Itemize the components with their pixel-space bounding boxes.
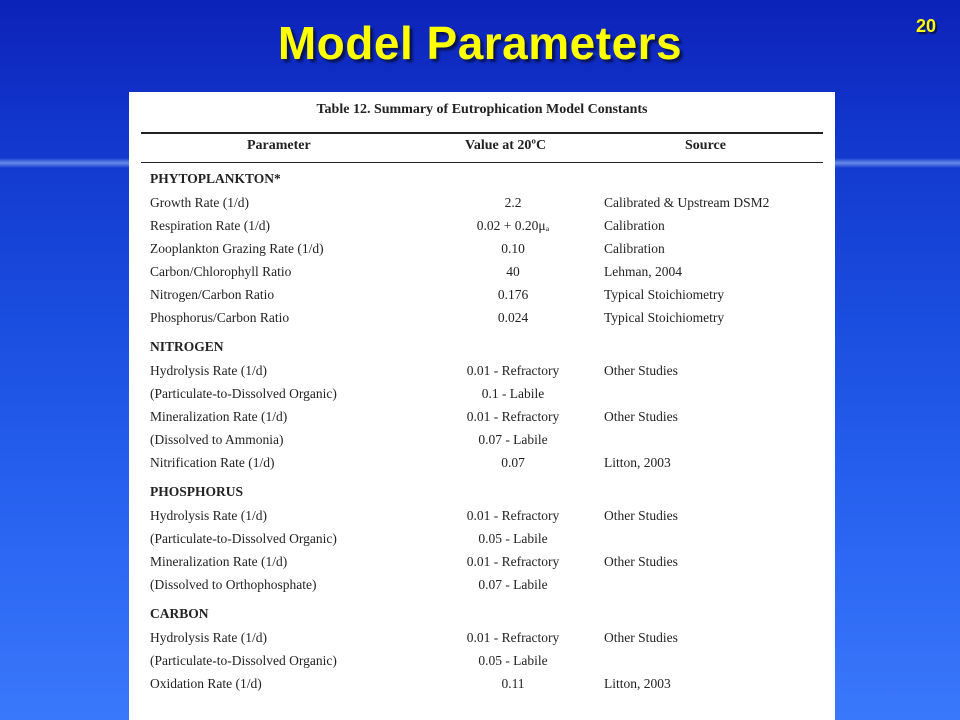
- section-heading-label: NITROGEN: [150, 339, 224, 354]
- source-cell: Other Studies: [604, 630, 678, 645]
- parameter-cell: (Particulate-to-Dissolved Organic): [150, 653, 337, 668]
- table-row: [129, 627, 835, 650]
- value-cell: 0.01 - Refractory: [466, 363, 560, 378]
- parameter-cell: Oxidation Rate (1/d): [150, 676, 262, 691]
- parameter-cell: (Particulate-to-Dissolved Organic): [150, 531, 337, 546]
- value-cell: 0.05 - Labile: [478, 653, 548, 668]
- parameter-cell: Mineralization Rate (1/d): [150, 554, 288, 569]
- section-heading-label: PHOSPHORUS: [150, 484, 244, 499]
- parameter-cell: Nitrification Rate (1/d): [150, 455, 275, 470]
- section-heading-label: PHYTOPLANKTON*: [150, 171, 281, 186]
- table-row: [129, 215, 835, 238]
- table-header-rule: [141, 162, 823, 163]
- source-cell: Calibrated & Upstream DSM2: [604, 195, 770, 210]
- section-heading: [129, 481, 835, 505]
- table-row: [129, 360, 835, 383]
- table-row: [129, 192, 835, 215]
- table-row: [129, 528, 835, 551]
- table-row: [129, 284, 835, 307]
- section-heading: [129, 603, 835, 627]
- parameter-cell: (Dissolved to Ammonia): [150, 432, 284, 447]
- table-row: [129, 551, 835, 574]
- column-header-source: Source: [685, 138, 726, 153]
- source-cell: Other Studies: [604, 508, 678, 523]
- table-top-rule: [141, 132, 823, 134]
- value-cell: 0.01 - Refractory: [466, 409, 560, 424]
- value-cell: 0.01 - Refractory: [466, 554, 560, 569]
- table-row: [129, 650, 835, 673]
- source-cell: Other Studies: [604, 554, 678, 569]
- value-cell: 0.01 - Refractory: [466, 630, 560, 645]
- parameter-cell: Mineralization Rate (1/d): [150, 409, 288, 424]
- value-cell: 0.01 - Refractory: [466, 508, 560, 523]
- value-cell: 0.024: [497, 310, 529, 325]
- value-cell: 0.07 - Labile: [478, 577, 548, 592]
- table-row: [129, 574, 835, 597]
- parameter-cell: (Particulate-to-Dissolved Organic): [150, 386, 337, 401]
- table-row: [129, 429, 835, 452]
- table-row: [129, 673, 835, 696]
- parameter-cell: Hydrolysis Rate (1/d): [150, 508, 267, 523]
- parameter-cell: Hydrolysis Rate (1/d): [150, 363, 267, 378]
- section-heading: [129, 336, 835, 360]
- source-cell: Other Studies: [604, 363, 678, 378]
- source-cell: Litton, 2003: [604, 455, 671, 470]
- source-cell: Lehman, 2004: [604, 264, 682, 279]
- value-cell: 0.02 + 0.20μₐ: [476, 218, 550, 233]
- value-cell: 2.2: [504, 195, 522, 210]
- parameter-cell: Zooplankton Grazing Rate (1/d): [150, 241, 324, 256]
- table-row: [129, 505, 835, 528]
- table-body: [129, 168, 835, 696]
- table-image: [129, 92, 835, 720]
- column-header-value: Value at 20ºC: [465, 138, 547, 153]
- column-header-parameter: Parameter: [247, 138, 311, 153]
- value-cell: 0.05 - Labile: [478, 531, 548, 546]
- table-row: [129, 452, 835, 475]
- section-heading-label: CARBON: [150, 606, 209, 621]
- table-row: [129, 383, 835, 406]
- parameter-cell: Hydrolysis Rate (1/d): [150, 630, 267, 645]
- value-cell: 0.1 - Labile: [481, 386, 545, 401]
- parameter-cell: Respiration Rate (1/d): [150, 218, 270, 233]
- source-cell: Litton, 2003: [604, 676, 671, 691]
- parameter-cell: Carbon/Chlorophyll Ratio: [150, 264, 292, 279]
- parameter-cell: Growth Rate (1/d): [150, 195, 249, 210]
- parameter-cell: Nitrogen/Carbon Ratio: [150, 287, 275, 302]
- source-cell: Other Studies: [604, 409, 678, 424]
- slide-number: 20: [915, 16, 936, 36]
- value-cell: 0.07: [501, 455, 525, 470]
- value-cell: 0.176: [497, 287, 529, 302]
- parameter-cell: (Dissolved to Orthophosphate): [150, 577, 317, 592]
- table-row: [129, 238, 835, 261]
- value-cell: 0.10: [501, 241, 525, 256]
- section-heading: [129, 168, 835, 192]
- source-cell: Calibration: [604, 241, 665, 256]
- slide-title: Model Parameters: [277, 17, 683, 69]
- source-cell: Typical Stoichiometry: [604, 287, 725, 302]
- table-row: [129, 261, 835, 284]
- table-caption: Table 12. Summary of Eutrophication Model Constants: [316, 102, 648, 117]
- value-cell: 40: [506, 264, 520, 279]
- value-cell: 0.11: [501, 676, 525, 691]
- table-row: [129, 307, 835, 330]
- source-cell: Typical Stoichiometry: [604, 310, 725, 325]
- table-row: [129, 406, 835, 429]
- source-cell: Calibration: [604, 218, 665, 233]
- parameter-cell: Phosphorus/Carbon Ratio: [150, 310, 290, 325]
- value-cell: 0.07 - Labile: [478, 432, 548, 447]
